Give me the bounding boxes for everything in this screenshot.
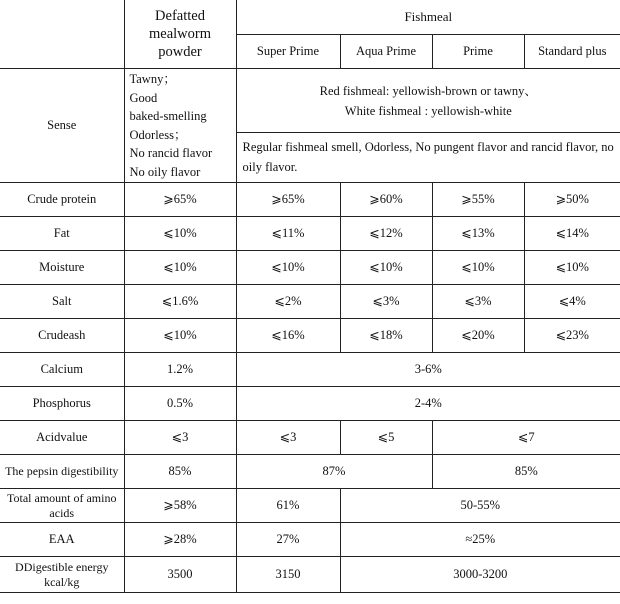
super-prime-value: 3150 — [236, 557, 340, 593]
fishmeal-value: 3-6% — [236, 353, 620, 387]
mealworm-value: ⩾65% — [124, 183, 236, 217]
super-prime-value: ⩽11% — [236, 217, 340, 251]
grade-aqua-prime: Aqua Prime — [340, 34, 432, 68]
mealworm-value: 0.5% — [124, 387, 236, 421]
super-prime-value: ⩾65% — [236, 183, 340, 217]
standard-plus-value: ⩽14% — [524, 217, 620, 251]
aqua-prime-value: ⩽18% — [340, 319, 432, 353]
standard-plus-value: ⩽4% — [524, 285, 620, 319]
energy-row — [0, 557, 620, 593]
fat-row — [0, 217, 620, 251]
mealworm-value: ⩽3 — [124, 421, 236, 455]
row-label: The pepsin digestibility — [0, 455, 124, 489]
standard-plus-value: ⩽23% — [524, 319, 620, 353]
row-label: Moisture — [0, 251, 124, 285]
sense-fish-color-line: White fishmeal : yellowish-white — [344, 103, 512, 118]
sense-mealworm-line: Good — [129, 90, 158, 105]
row-label: Crudeash — [0, 319, 124, 353]
sense-mealworm — [124, 69, 236, 183]
row-label: Crude protein — [0, 183, 124, 217]
phosphorus-row — [0, 387, 620, 421]
row-label: Fat — [0, 217, 124, 251]
sense-fish-color-line: Red fishmeal: yellowish-brown or tawny、 — [319, 83, 537, 98]
grade-prime: Prime — [432, 34, 524, 68]
prime-value: ⩽10% — [432, 251, 524, 285]
moisture-row — [0, 251, 620, 285]
sense-label: Sense — [0, 69, 124, 183]
salt-row — [0, 285, 620, 319]
acidvalue-row — [0, 421, 620, 455]
other-grades-value: 50-55% — [340, 489, 620, 523]
pepsin-row — [0, 455, 620, 489]
prime-value: ⩽3% — [432, 285, 524, 319]
mealworm-value: ⩽10% — [124, 217, 236, 251]
amino-row — [0, 489, 620, 523]
standard-plus-value: ⩽10% — [524, 251, 620, 285]
eaa-row — [0, 523, 620, 557]
row-label: Calcium — [0, 353, 124, 387]
prime-standard-value: ⩽7 — [432, 421, 620, 455]
row-label: Salt — [0, 285, 124, 319]
aqua-prime-value: ⩽12% — [340, 217, 432, 251]
sense-mealworm-line: No rancid flavor — [129, 146, 213, 160]
mealworm-value: 85% — [124, 455, 236, 489]
super-prime-value: ⩽16% — [236, 319, 340, 353]
mealworm-value: 1.2% — [124, 353, 236, 387]
other-grades-value: ≈25% — [340, 523, 620, 557]
mealworm-value: ⩾58% — [124, 489, 236, 523]
mealworm-value: ⩽10% — [124, 319, 236, 353]
row-label: Phosphorus — [0, 387, 124, 421]
super-aqua-value: 87% — [236, 455, 432, 489]
prime-value: ⩽20% — [432, 319, 524, 353]
header-mealworm: Defatted mealworm powder — [124, 0, 236, 69]
grade-standard-plus: Standard plus — [524, 34, 620, 68]
header-row — [0, 0, 620, 34]
aqua-prime-value: ⩽10% — [340, 251, 432, 285]
standard-plus-value: ⩾50% — [524, 183, 620, 217]
aqua-prime-value: ⩽3% — [340, 285, 432, 319]
crude-protein-row — [0, 183, 620, 217]
crudeash-row — [0, 319, 620, 353]
super-prime-value: ⩽3 — [236, 421, 340, 455]
mealworm-value: 3500 — [124, 557, 236, 593]
sense-mealworm-line: Odorless； — [129, 127, 187, 142]
super-prime-value: ⩽2% — [236, 285, 340, 319]
mealworm-value: ⩽10% — [124, 251, 236, 285]
aqua-prime-value: ⩽5 — [340, 421, 432, 455]
row-label: DDigestible energy kcal/kg — [0, 557, 124, 593]
calcium-row — [0, 353, 620, 387]
sense-mealworm-line: Tawny； — [129, 72, 176, 86]
super-prime-value: 27% — [236, 523, 340, 557]
sense-fish-color — [236, 69, 620, 133]
mealworm-value: ⩾28% — [124, 523, 236, 557]
sense-mealworm-line: No oily flavor — [129, 164, 201, 179]
header-fishmeal: Fishmeal — [236, 0, 620, 34]
row-label: Acidvalue — [0, 421, 124, 455]
row-label: EAA — [0, 523, 124, 557]
sense-fish-smell: Regular fishmeal smell, Odorless, No pungent flavor and rancid flavor, no oily flavor. — [236, 133, 620, 183]
other-grades-value: 3000-3200 — [340, 557, 620, 593]
aqua-prime-value: ⩾60% — [340, 183, 432, 217]
sense-mealworm-line: baked-smelling — [129, 109, 207, 123]
prime-value: ⩾55% — [432, 183, 524, 217]
mealworm-value: ⩽1.6% — [124, 285, 236, 319]
row-label: Total amount of amino acids — [0, 489, 124, 523]
super-prime-value: 61% — [236, 489, 340, 523]
super-prime-value: ⩽10% — [236, 251, 340, 285]
fishmeal-value: 2-4% — [236, 387, 620, 421]
sense-row — [0, 69, 620, 133]
prime-value: ⩽13% — [432, 217, 524, 251]
prime-standard-value: 85% — [432, 455, 620, 489]
grade-super-prime: Super Prime — [236, 34, 340, 68]
